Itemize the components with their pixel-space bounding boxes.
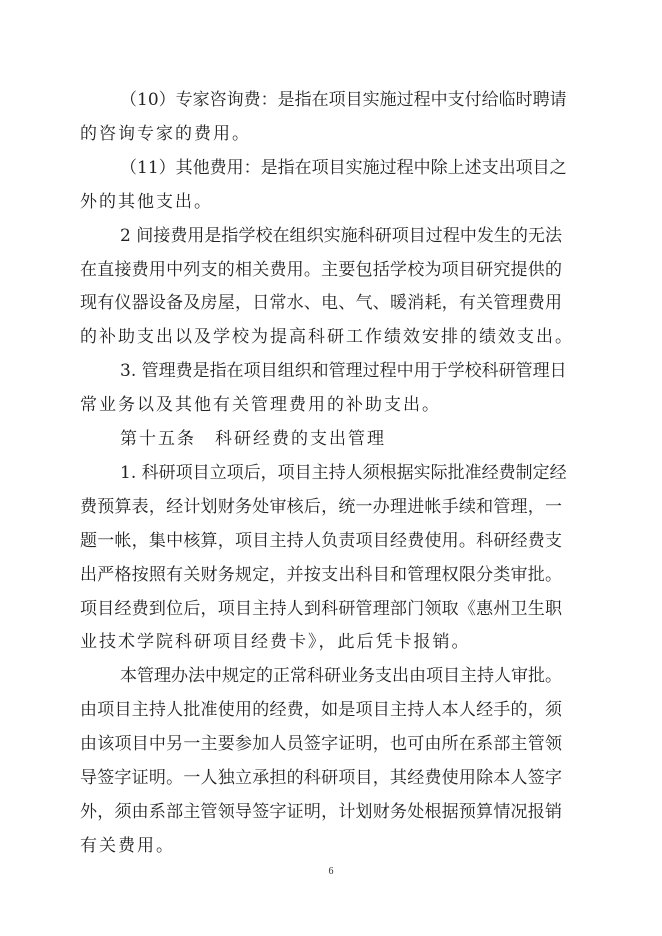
- text-line: （10）专家咨询费：是指在项目实施过程中支付给临时聘请: [120, 90, 567, 110]
- text-line: 由该项目中另一主要参加人员签字证明，也可由所在系部主管领: [80, 734, 562, 755]
- text-line: 导签字证明。一人独立承担的科研项目，其经费使用除本人签字: [80, 768, 562, 788]
- text-line: 题一帐，集中核算，项目主持人负责项目经费使用。科研经费支: [80, 530, 562, 551]
- text-line: 外，须由系部主管领导签字证明，计划财务处根据预算情况报销: [80, 801, 562, 822]
- text-line: 第十五条 科研经费的支出管理: [120, 429, 386, 449]
- text-line: 外的其他支出。: [80, 191, 213, 212]
- text-line: 业技术学院科研项目经费卡》，此后凭卡报销。: [80, 632, 471, 653]
- text-line: 本管理办法中规定的正常科研业务支出由项目主持人审批。: [120, 666, 562, 687]
- page-number: 6: [328, 866, 334, 877]
- text-line: 2 间接费用是指学校在组织实施科研项目过程中发生的无法: [120, 225, 562, 246]
- text-line: 在直接费用中列支的相关费用。主要包括学校为项目研究提供的: [80, 259, 562, 280]
- text-line: 1. 科研项目立项后，项目主持人须根据实际批准经费制定经: [120, 462, 567, 483]
- text-line: 现有仪器设备及房屋，日常水、电、气、暖消耗，有关管理费用: [80, 293, 562, 314]
- text-line: 3. 管理费是指在项目组织和管理过程中用于学校科研管理日: [120, 361, 567, 382]
- text-line: 由项目主持人批准使用的经费，如是项目主持人本人经手的，须: [80, 700, 562, 721]
- text-line: （11）其他费用：是指在项目实施过程中除上述支出项目之: [120, 157, 567, 178]
- text-line: 有关费用。: [80, 835, 175, 856]
- text-line: 出严格按照有关财务规定，并按支出科目和管理权限分类审批。: [80, 564, 562, 585]
- text-line: 费预算表，经计划财务处审核后，统一办理进帐手续和管理，一: [80, 496, 562, 517]
- text-line: 的咨询专家的费用。: [80, 123, 251, 144]
- text-line: 常业务以及其他有关管理费用的补助支出。: [80, 395, 441, 416]
- text-line: 项目经费到位后，项目主持人到科研管理部门领取《惠州卫生职: [80, 598, 562, 619]
- text-line: 的补助支出以及学校为提高科研工作绩效安排的绩效支出。: [80, 327, 574, 348]
